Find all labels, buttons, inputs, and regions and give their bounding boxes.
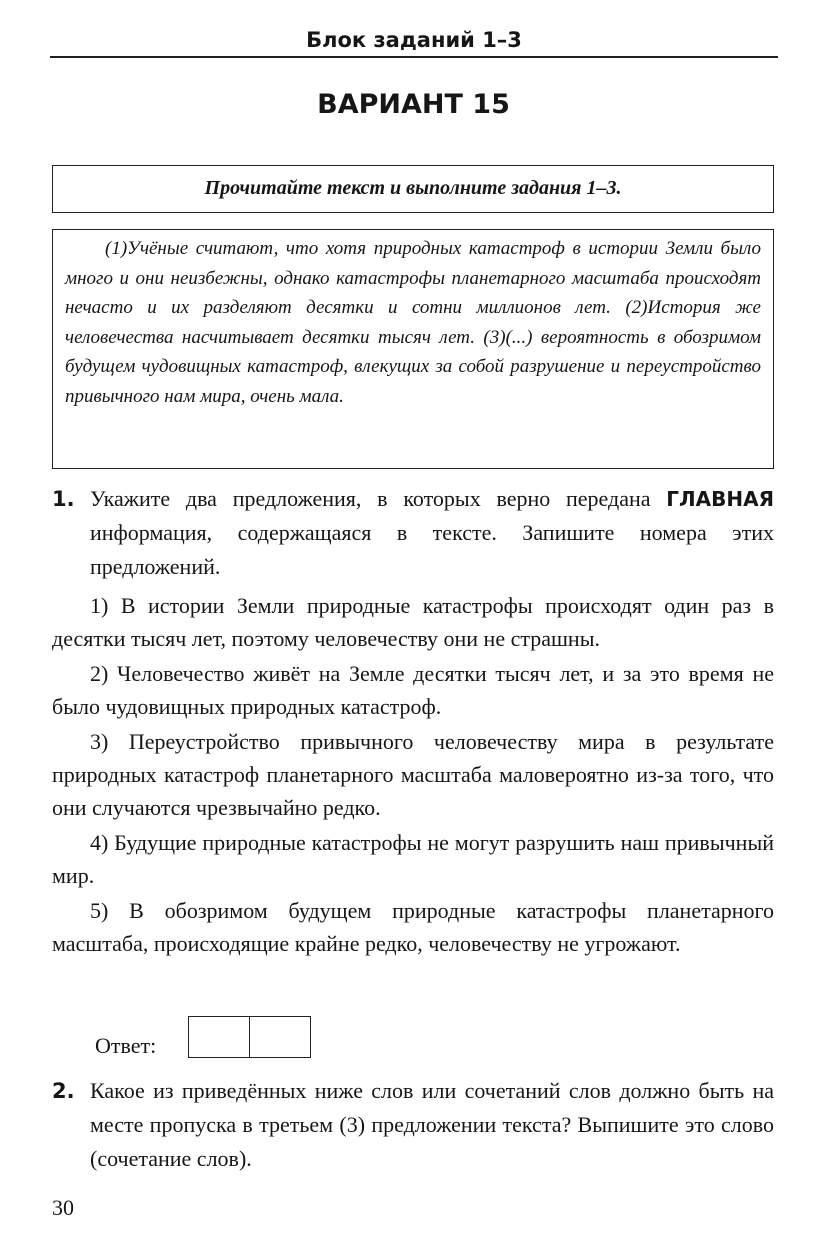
answer-cells [188, 1016, 309, 1058]
answer-label: Ответ: [95, 1033, 157, 1058]
answer-cell-2[interactable] [249, 1016, 311, 1058]
instruction-box [52, 165, 774, 213]
passage-box [52, 229, 774, 469]
option-2: 2) Человечество живёт на Земле десятки тысяч лет, и за это время не было чудовищных природных катастроф. [52, 661, 774, 719]
block-title: Блок заданий 1–3 [306, 28, 522, 52]
question-2-number: 2. [52, 1079, 75, 1103]
question-1-options [52, 589, 774, 962]
question-1-text-after: информация, содержащаяся в тексте. Запишите номера этих предложений. [90, 520, 774, 579]
option-1: 1) В истории Земли природные катастрофы происходят один раз в десятки тысяч лет, поэтому человечеству они не страшны. [52, 593, 774, 651]
question-2-text: Какое из приведённых ниже слов или сочетаний слов должно быть на месте пропуска в третьем (3) предложении текста? Выпишите это слово (сочетание слов). [90, 1078, 774, 1171]
question-1-text-before: Укажите два предложения, в которых верно передана [90, 486, 651, 511]
question-2 [52, 1074, 774, 1176]
instruction-text: Прочитайте текст и выполните задания 1–3. [204, 177, 622, 199]
question-1-emphasis: ГЛАВНАЯ [666, 487, 774, 511]
passage-text: (1)Учёные считают, что хотя природных катастроф в истории Земли было много и они неизбежны, однако катастрофы планетарного масштаба происходят нечасто и их разделяют десятки и сотни миллионов лет. (2)История же человечества насчитывает десятки тысяч лет. (3)(...) вероятность в обозримом будущем чудовищных катастроф, влекущих за собой разрушение и переустройство привычного нам мира, очень мала. [65, 238, 761, 407]
option-5: 5) В обозримом будущем природные катастрофы планетарного масштаба, происходящие крайне редко, человечеству не угрожают. [52, 898, 774, 956]
question-1-number: 1. [52, 487, 75, 511]
block-header [50, 26, 778, 58]
question-1-text [90, 482, 774, 584]
option-3: 3) Переустройство привычного человечеству мира в результате природных катастроф планетарного масштаба маловероятно из-за того, что они случаются чрезвычайно редко. [52, 729, 774, 820]
option-4: 4) Будущие природные катастрофы не могут разрушить наш привычный мир. [52, 830, 774, 888]
variant-title: ВАРИАНТ 15 [317, 89, 510, 120]
page-number: 30 [52, 1195, 74, 1220]
answer-row [95, 1016, 355, 1058]
answer-cell-1[interactable] [188, 1016, 250, 1058]
question-1 [52, 482, 774, 584]
